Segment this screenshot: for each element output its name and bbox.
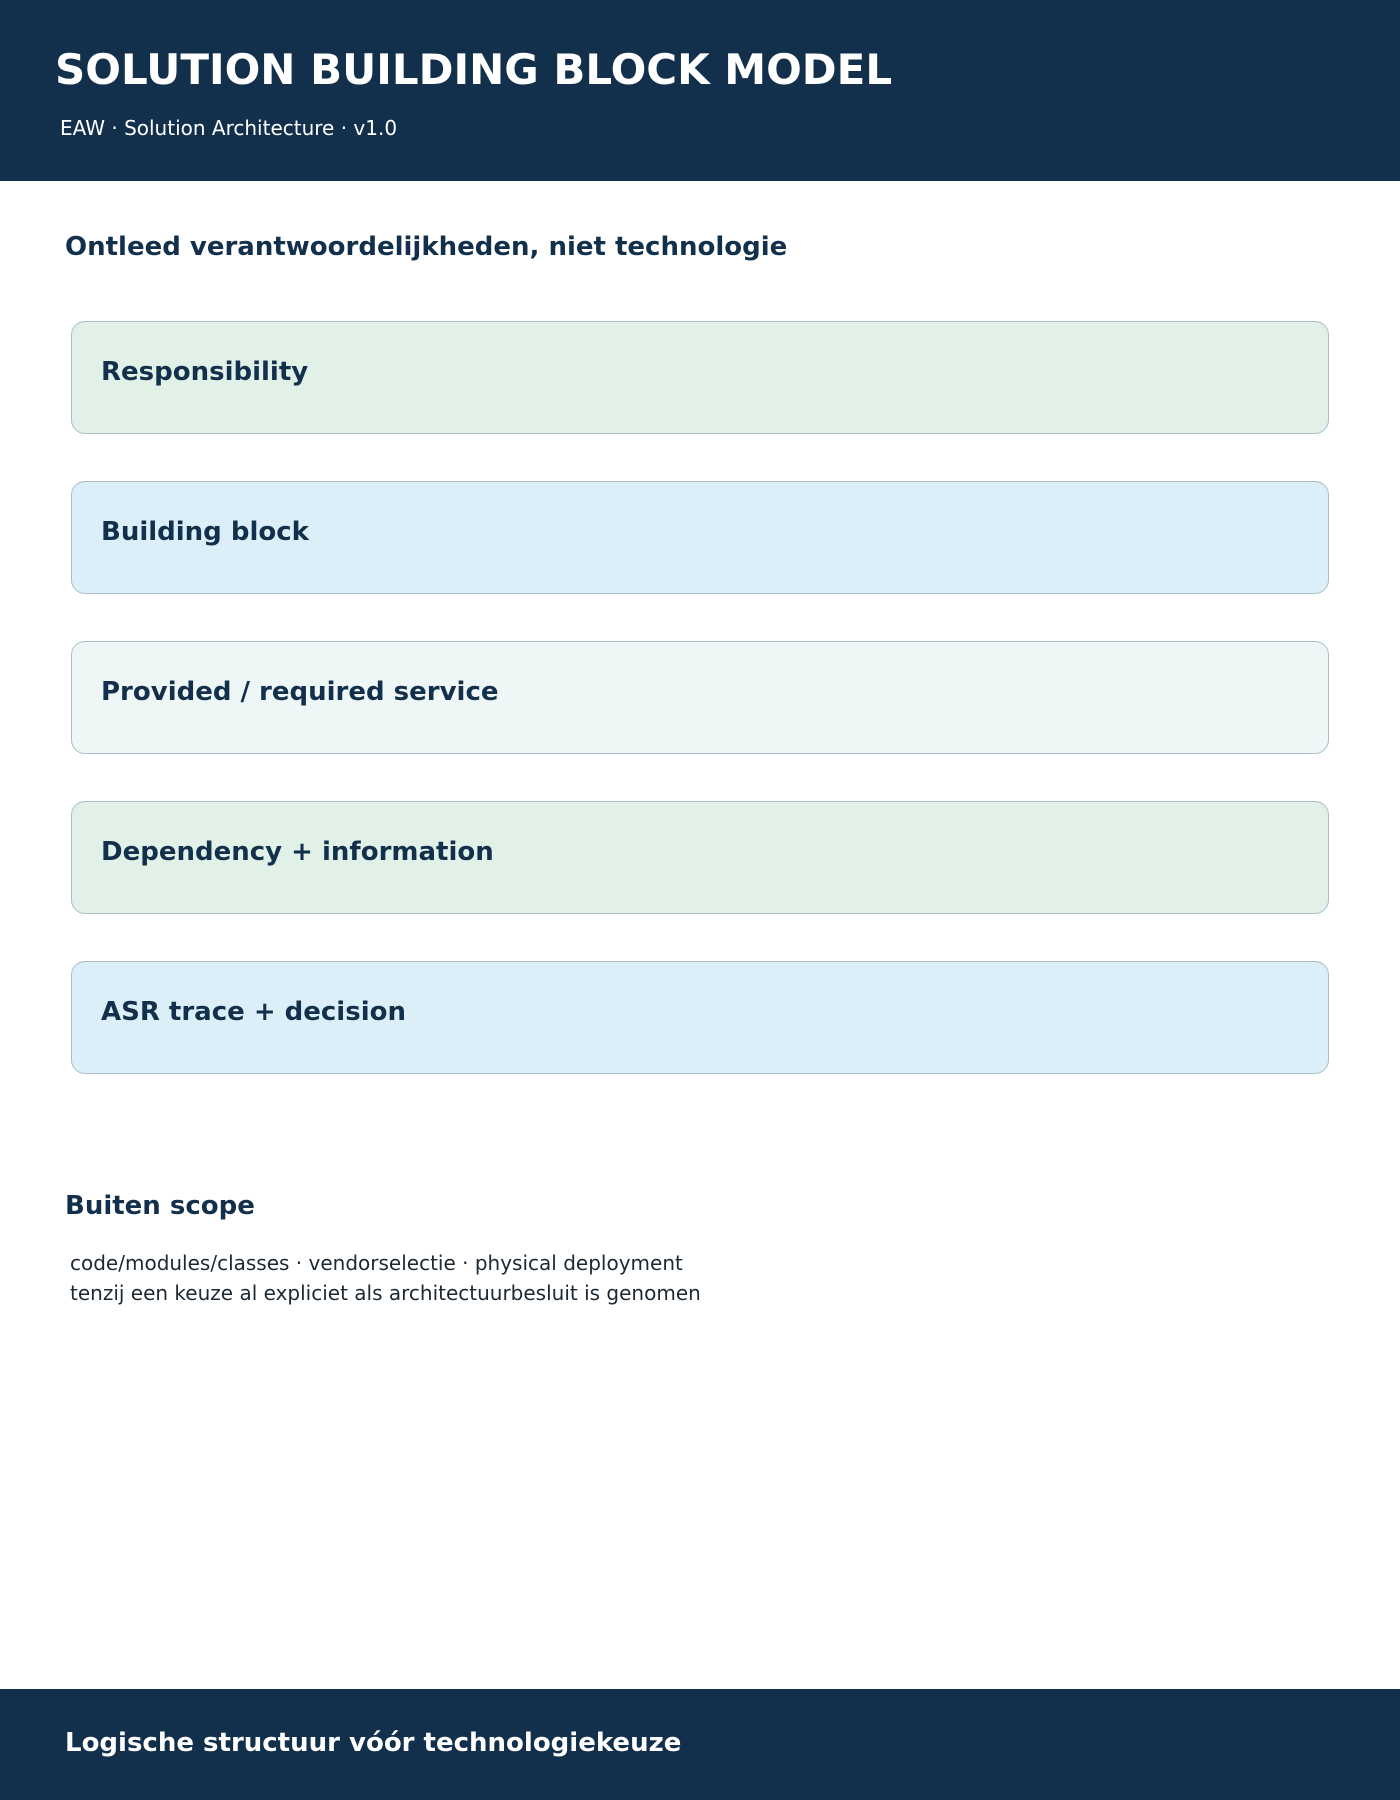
footer-text: Logische structuur vóór technologiekeuze [65,1728,682,1758]
footer-banner [0,1689,1400,1800]
block-label: Building block [101,517,309,547]
header-banner [0,0,1400,181]
page-title: SOLUTION BUILDING BLOCK MODEL [55,45,893,94]
block-responsibility [71,321,1329,434]
block-dependency-information [71,801,1329,914]
block-provided-required-service [71,641,1329,754]
block-label: ASR trace + decision [101,997,406,1027]
scope-line: code/modules/classes · vendorselectie · physical deployment [70,1251,683,1275]
section-heading: Ontleed verantwoordelijkheden, niet technologie [65,232,788,262]
block-asr-trace-decision [71,961,1329,1074]
scope-line: tenzij een keuze al expliciet als architectuurbesluit is genomen [70,1281,701,1305]
block-building-block [71,481,1329,594]
scope-heading: Buiten scope [65,1191,255,1221]
block-label: Responsibility [101,357,309,387]
block-label: Provided / required service [101,677,499,707]
block-label: Dependency + information [101,837,494,867]
page-subtitle: EAW · Solution Architecture · v1.0 [60,116,398,140]
